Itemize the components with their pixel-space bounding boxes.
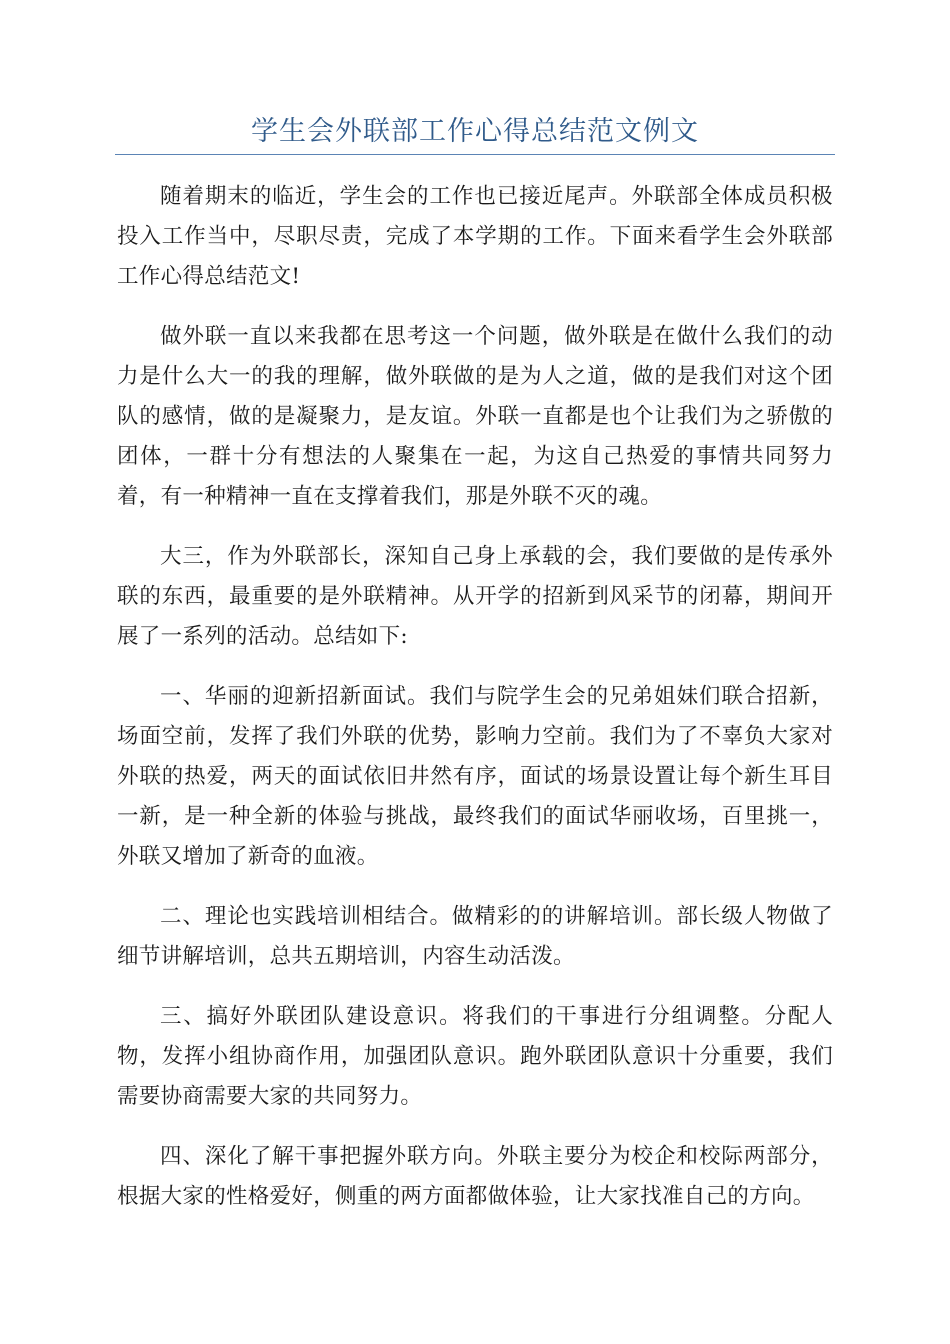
paragraph: 一、华丽的迎新招新面试。我们与院学生会的兄弟姐妹们联合招新，场面空前，发挥了我们外联的优势，影响力空前。我们为了不辜负大家对外联的热爱，两天的面试依旧井然有序，面试的场景设置让每个新生耳目一新，是一种全新的体验与挑战，最终我们的面试华丽收场，百里挑一，外联又增加了新奇的血液。	[117, 684, 833, 869]
title-underline	[115, 154, 835, 155]
paragraph: 二、理论也实践培训相结合。做精彩的的讲解培训。部长级人物做了细节讲解培训，总共五期培训，内容生动活泼。	[117, 904, 833, 969]
document-body	[117, 177, 833, 1237]
paragraph: 大三，作为外联部长，深知自己身上承载的会，我们要做的是传承外联的东西，最重要的是外联精神。从开学的招新到风采节的闭幕，期间开展了一系列的活动。总结如下:	[117, 544, 833, 649]
document-title: 学生会外联部工作心得总结范文例文	[251, 116, 699, 147]
paragraph: 四、深化了解干事把握外联方向。外联主要分为校企和校际两部分，根据大家的性格爱好，侧重的两方面都做体验，让大家找准自己的方向。	[117, 1144, 833, 1209]
paragraph: 三、搞好外联团队建设意识。将我们的干事进行分组调整。分配人物，发挥小组协商作用，加强团队意识。跑外联团队意识十分重要，我们需要协商需要大家的共同努力。	[117, 1004, 833, 1109]
paragraph: 做外联一直以来我都在思考这一个问题，做外联是在做什么我们的动力是什么大一的我的理解，做外联做的是为人之道，做的是我们对这个团队的感情，做的是凝聚力，是友谊。外联一直都是也个让我们为之骄傲的团体，一群十分有想法的人聚集在一起，为这自己热爱的事情共同努力着，有一种精神一直在支撑着我们，那是外联不灭的魂。	[117, 324, 833, 509]
paragraph: 随着期末的临近，学生会的工作也已接近尾声。外联部全体成员积极投入工作当中，尽职尽责，完成了本学期的工作。下面来看学生会外联部工作心得总结范文!	[117, 184, 833, 289]
